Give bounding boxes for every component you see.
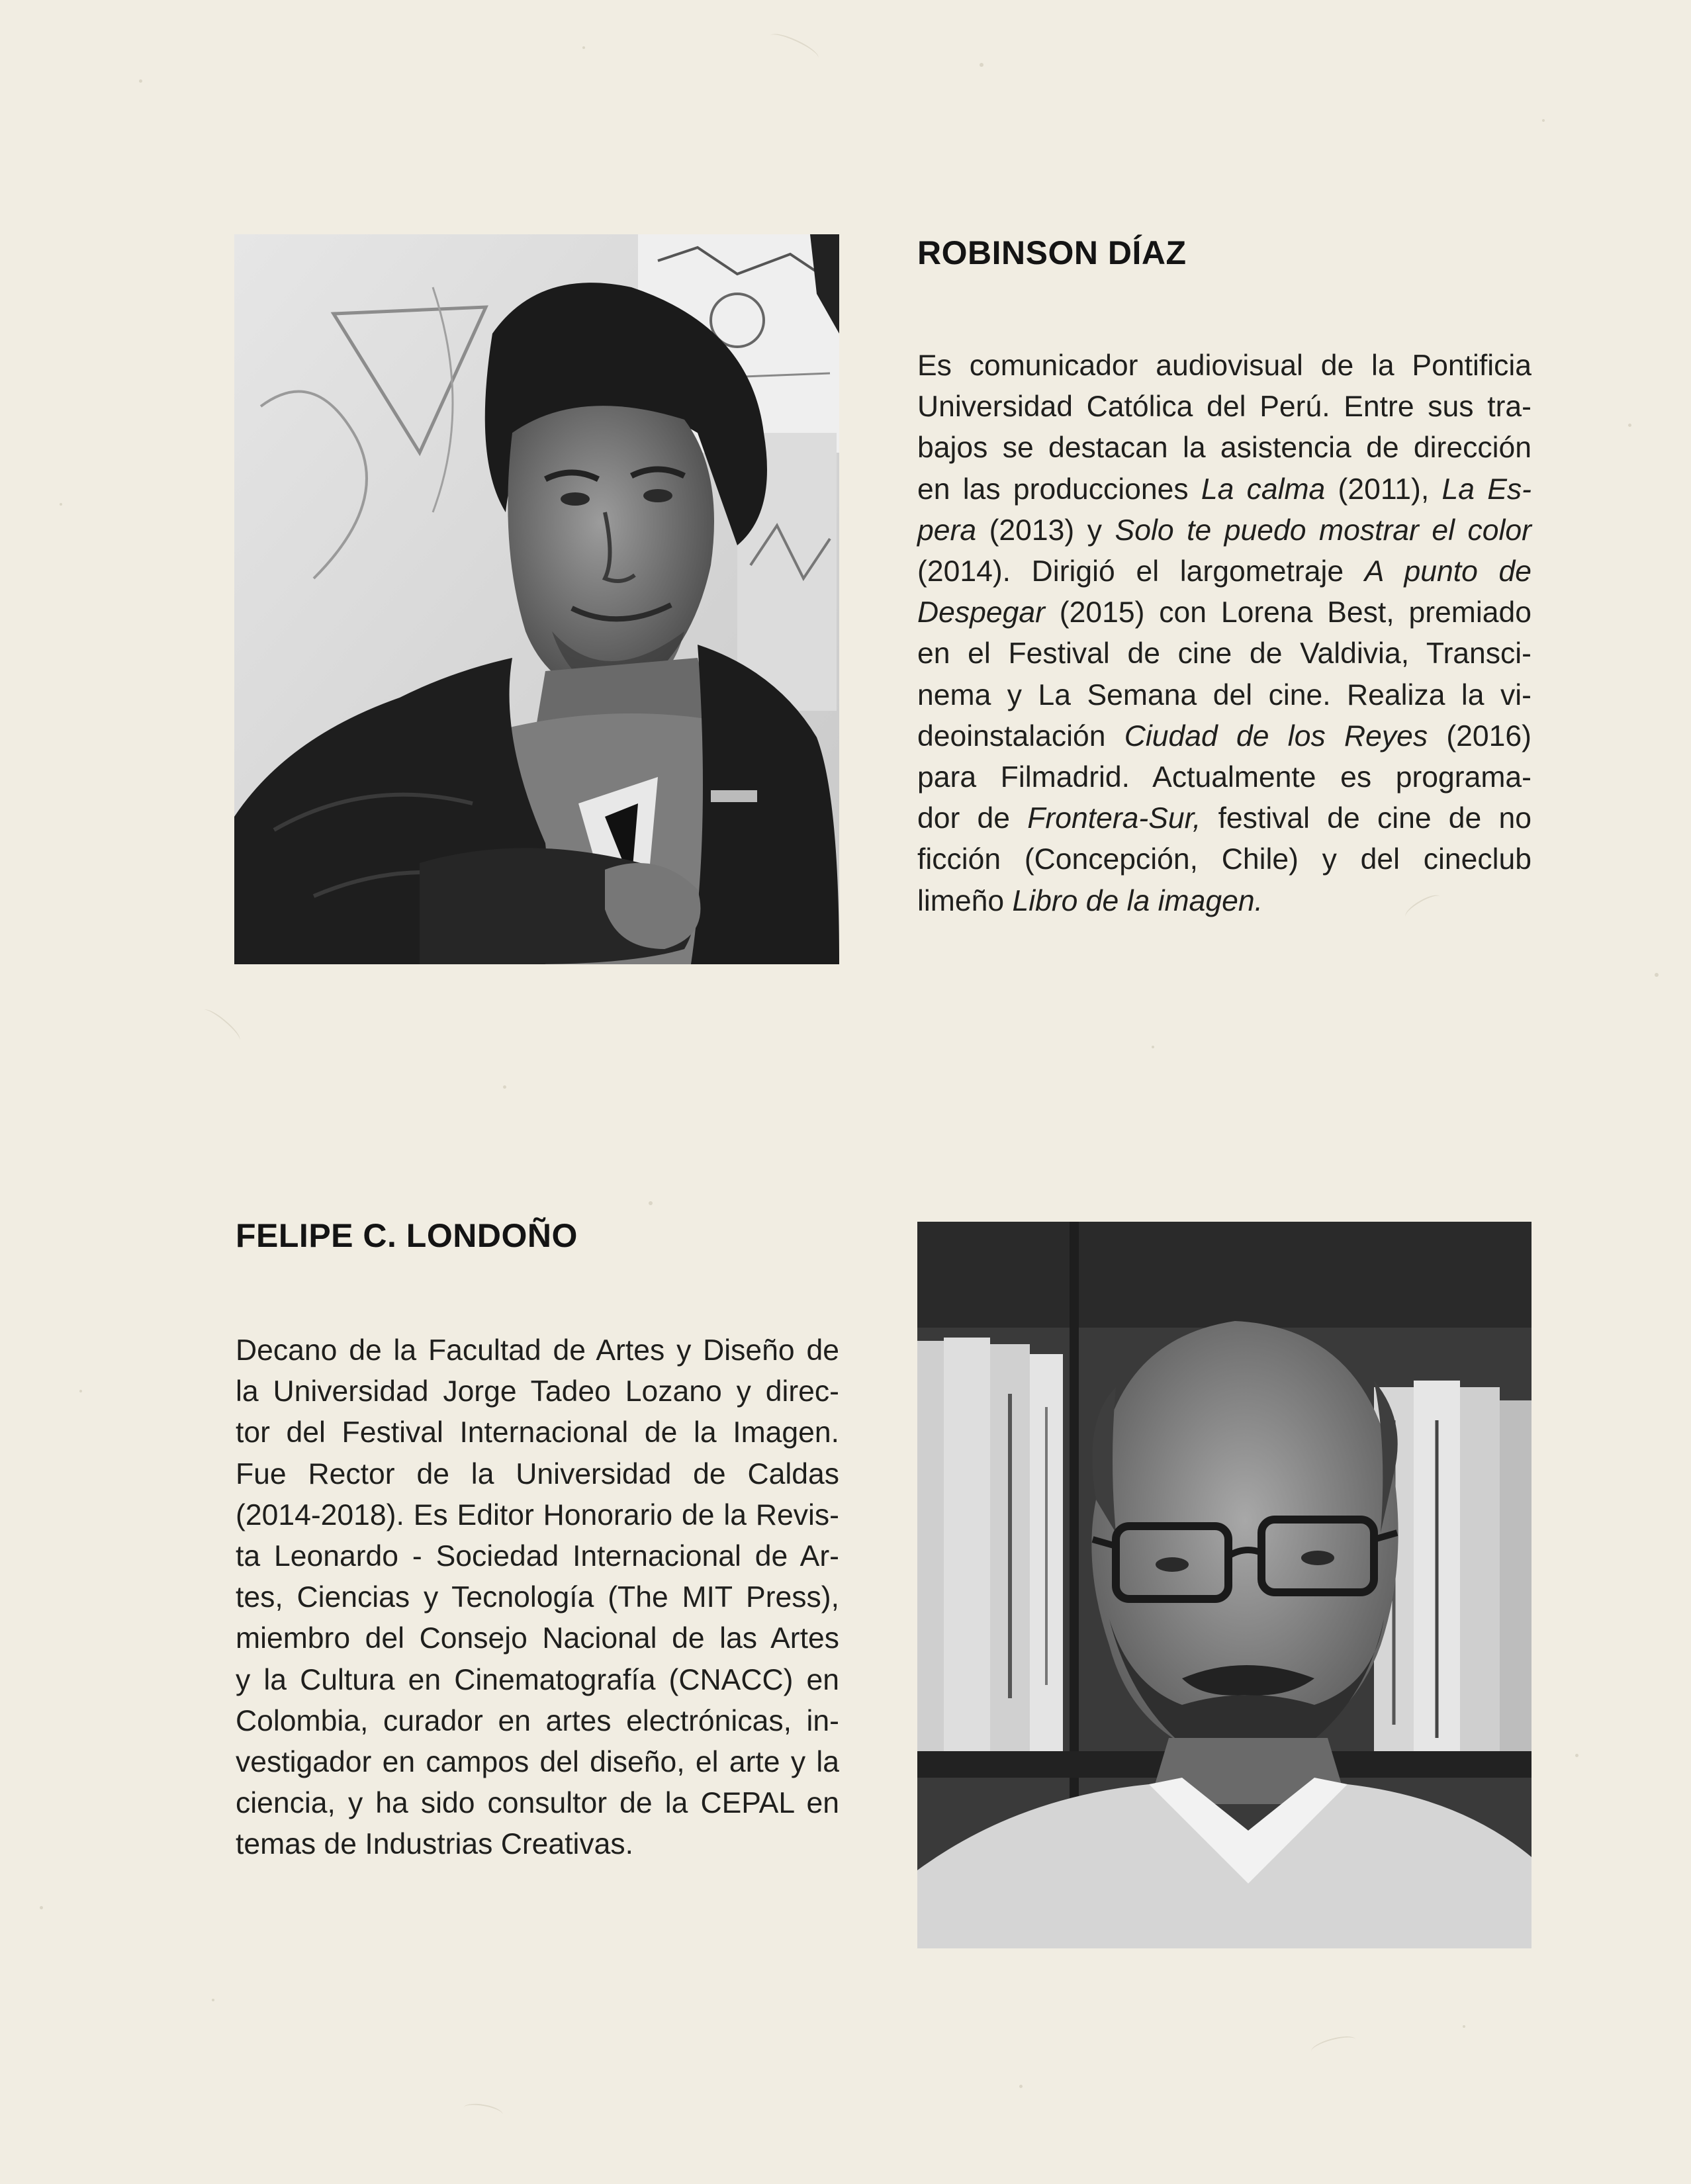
bio-line bbox=[236, 1536, 839, 1577]
bio-line bbox=[236, 1701, 839, 1742]
bio-line bbox=[236, 1454, 839, 1495]
bio-text: ficción (Concepción, Chile) y del cineclub bbox=[917, 843, 1531, 876]
bio-line bbox=[917, 881, 1531, 922]
bio-line bbox=[917, 428, 1531, 469]
bio-text: tor del Festival Internacional de la Imagen. bbox=[236, 1416, 839, 1449]
bio-text: Decano de la Facultad de Artes y Diseño de bbox=[236, 1334, 839, 1367]
bio-line bbox=[236, 1371, 839, 1412]
bio-line bbox=[236, 1618, 839, 1659]
bio-text: deoinstalación bbox=[917, 719, 1124, 752]
bio-line bbox=[917, 839, 1531, 880]
bio-line bbox=[236, 1577, 839, 1618]
bio-text: y la Cultura en Cinematografía (CNACC) en bbox=[236, 1663, 839, 1696]
bio-text: festival de cine de no bbox=[1201, 802, 1531, 835]
bio-text: Es comunicador audiovisual de la Pontificia bbox=[917, 349, 1531, 382]
bio-line bbox=[917, 798, 1531, 839]
portrait-man-leather-jacket-icon bbox=[234, 234, 839, 964]
bio-text: miembro del Consejo Nacional de las Artes bbox=[236, 1622, 839, 1655]
bio-text: (2014). Dirigió el largometraje bbox=[917, 555, 1365, 588]
bio-text: (2014-2018). Es Editor Honorario de la Revis- bbox=[236, 1498, 839, 1531]
bio-italic-title: pera bbox=[917, 514, 977, 547]
bio-text: bajos se destacan la asistencia de dirección bbox=[917, 432, 1531, 465]
bio-text: vestigador en campos del diseño, el arte y la bbox=[236, 1746, 839, 1779]
bio-text: en el Festival de cine de Valdivia, Transci- bbox=[917, 637, 1531, 670]
bio-text: Fue Rector de la Universidad de Caldas bbox=[236, 1457, 839, 1490]
bio-line bbox=[236, 1412, 839, 1453]
profile-bio bbox=[917, 345, 1531, 922]
bio-text: dor de bbox=[917, 802, 1028, 835]
bio-line bbox=[236, 1742, 839, 1783]
bio-text: Colombia, curador en artes electrónicas, in- bbox=[236, 1704, 839, 1737]
bio-text: nema y La Semana del cine. Realiza la vi- bbox=[917, 678, 1531, 711]
bio-italic-title: La Es- bbox=[1441, 473, 1531, 506]
bio-line bbox=[917, 716, 1531, 757]
bio-line bbox=[236, 1824, 839, 1865]
bio-text: para Filmadrid. Actualmente es programa- bbox=[917, 761, 1531, 794]
bio-text: en las producciones bbox=[917, 473, 1201, 506]
bio-line bbox=[917, 592, 1531, 633]
bio-text: (2016) bbox=[1428, 719, 1531, 752]
bio-line bbox=[236, 1330, 839, 1371]
bio-italic-title: Libro de la imagen. bbox=[1012, 884, 1263, 917]
bio-italic-title: Frontera-Sur, bbox=[1027, 802, 1201, 835]
bio-line bbox=[236, 1660, 839, 1701]
bio-text: tes, Ciencias y Tecnología (The MIT Press), bbox=[236, 1581, 839, 1614]
bio-line bbox=[917, 757, 1531, 798]
profile-bio bbox=[236, 1330, 839, 1866]
profile-name: ROBINSON DÍAZ bbox=[917, 234, 1187, 271]
bio-text: ciencia, y ha sido consultor de la CEPAL en bbox=[236, 1787, 839, 1820]
bio-text: Universidad Católica del Perú. Entre sus tra- bbox=[917, 390, 1531, 424]
bio-text: (2011), bbox=[1325, 473, 1442, 506]
bio-text: ta Leonardo - Sociedad Internacional de Ar- bbox=[236, 1540, 839, 1573]
bio-line bbox=[236, 1783, 839, 1824]
bio-line bbox=[917, 469, 1531, 510]
bio-italic-title: Despegar bbox=[917, 596, 1045, 629]
bio-text: (2015) con Lorena Best, premiado bbox=[1044, 596, 1531, 629]
bio-line bbox=[917, 551, 1531, 592]
bio-line bbox=[917, 675, 1531, 716]
bio-line bbox=[917, 387, 1531, 428]
bio-line bbox=[917, 345, 1531, 387]
bio-italic-title: Ciudad de los Reyes bbox=[1124, 719, 1428, 752]
profile-name: FELIPE C. LONDOÑO bbox=[236, 1217, 578, 1254]
bio-line bbox=[917, 633, 1531, 674]
bio-text: (2013) y bbox=[976, 514, 1115, 547]
bio-italic-title: La calma bbox=[1201, 473, 1326, 506]
bio-italic-title: A punto de bbox=[1364, 555, 1531, 588]
portrait-man-glasses-bookshelf-icon bbox=[917, 1222, 1531, 1948]
bio-line bbox=[917, 510, 1531, 551]
bio-text: limeño bbox=[917, 884, 1013, 917]
bio-text: temas de Industrias Creativas. bbox=[236, 1828, 634, 1861]
bio-line bbox=[236, 1495, 839, 1536]
portrait-photo-felipe bbox=[917, 1222, 1531, 1948]
bio-text: la Universidad Jorge Tadeo Lozano y direc- bbox=[236, 1375, 839, 1408]
bio-italic-title: Solo te puedo mostrar el color bbox=[1115, 514, 1531, 547]
portrait-photo-robinson bbox=[234, 234, 839, 964]
